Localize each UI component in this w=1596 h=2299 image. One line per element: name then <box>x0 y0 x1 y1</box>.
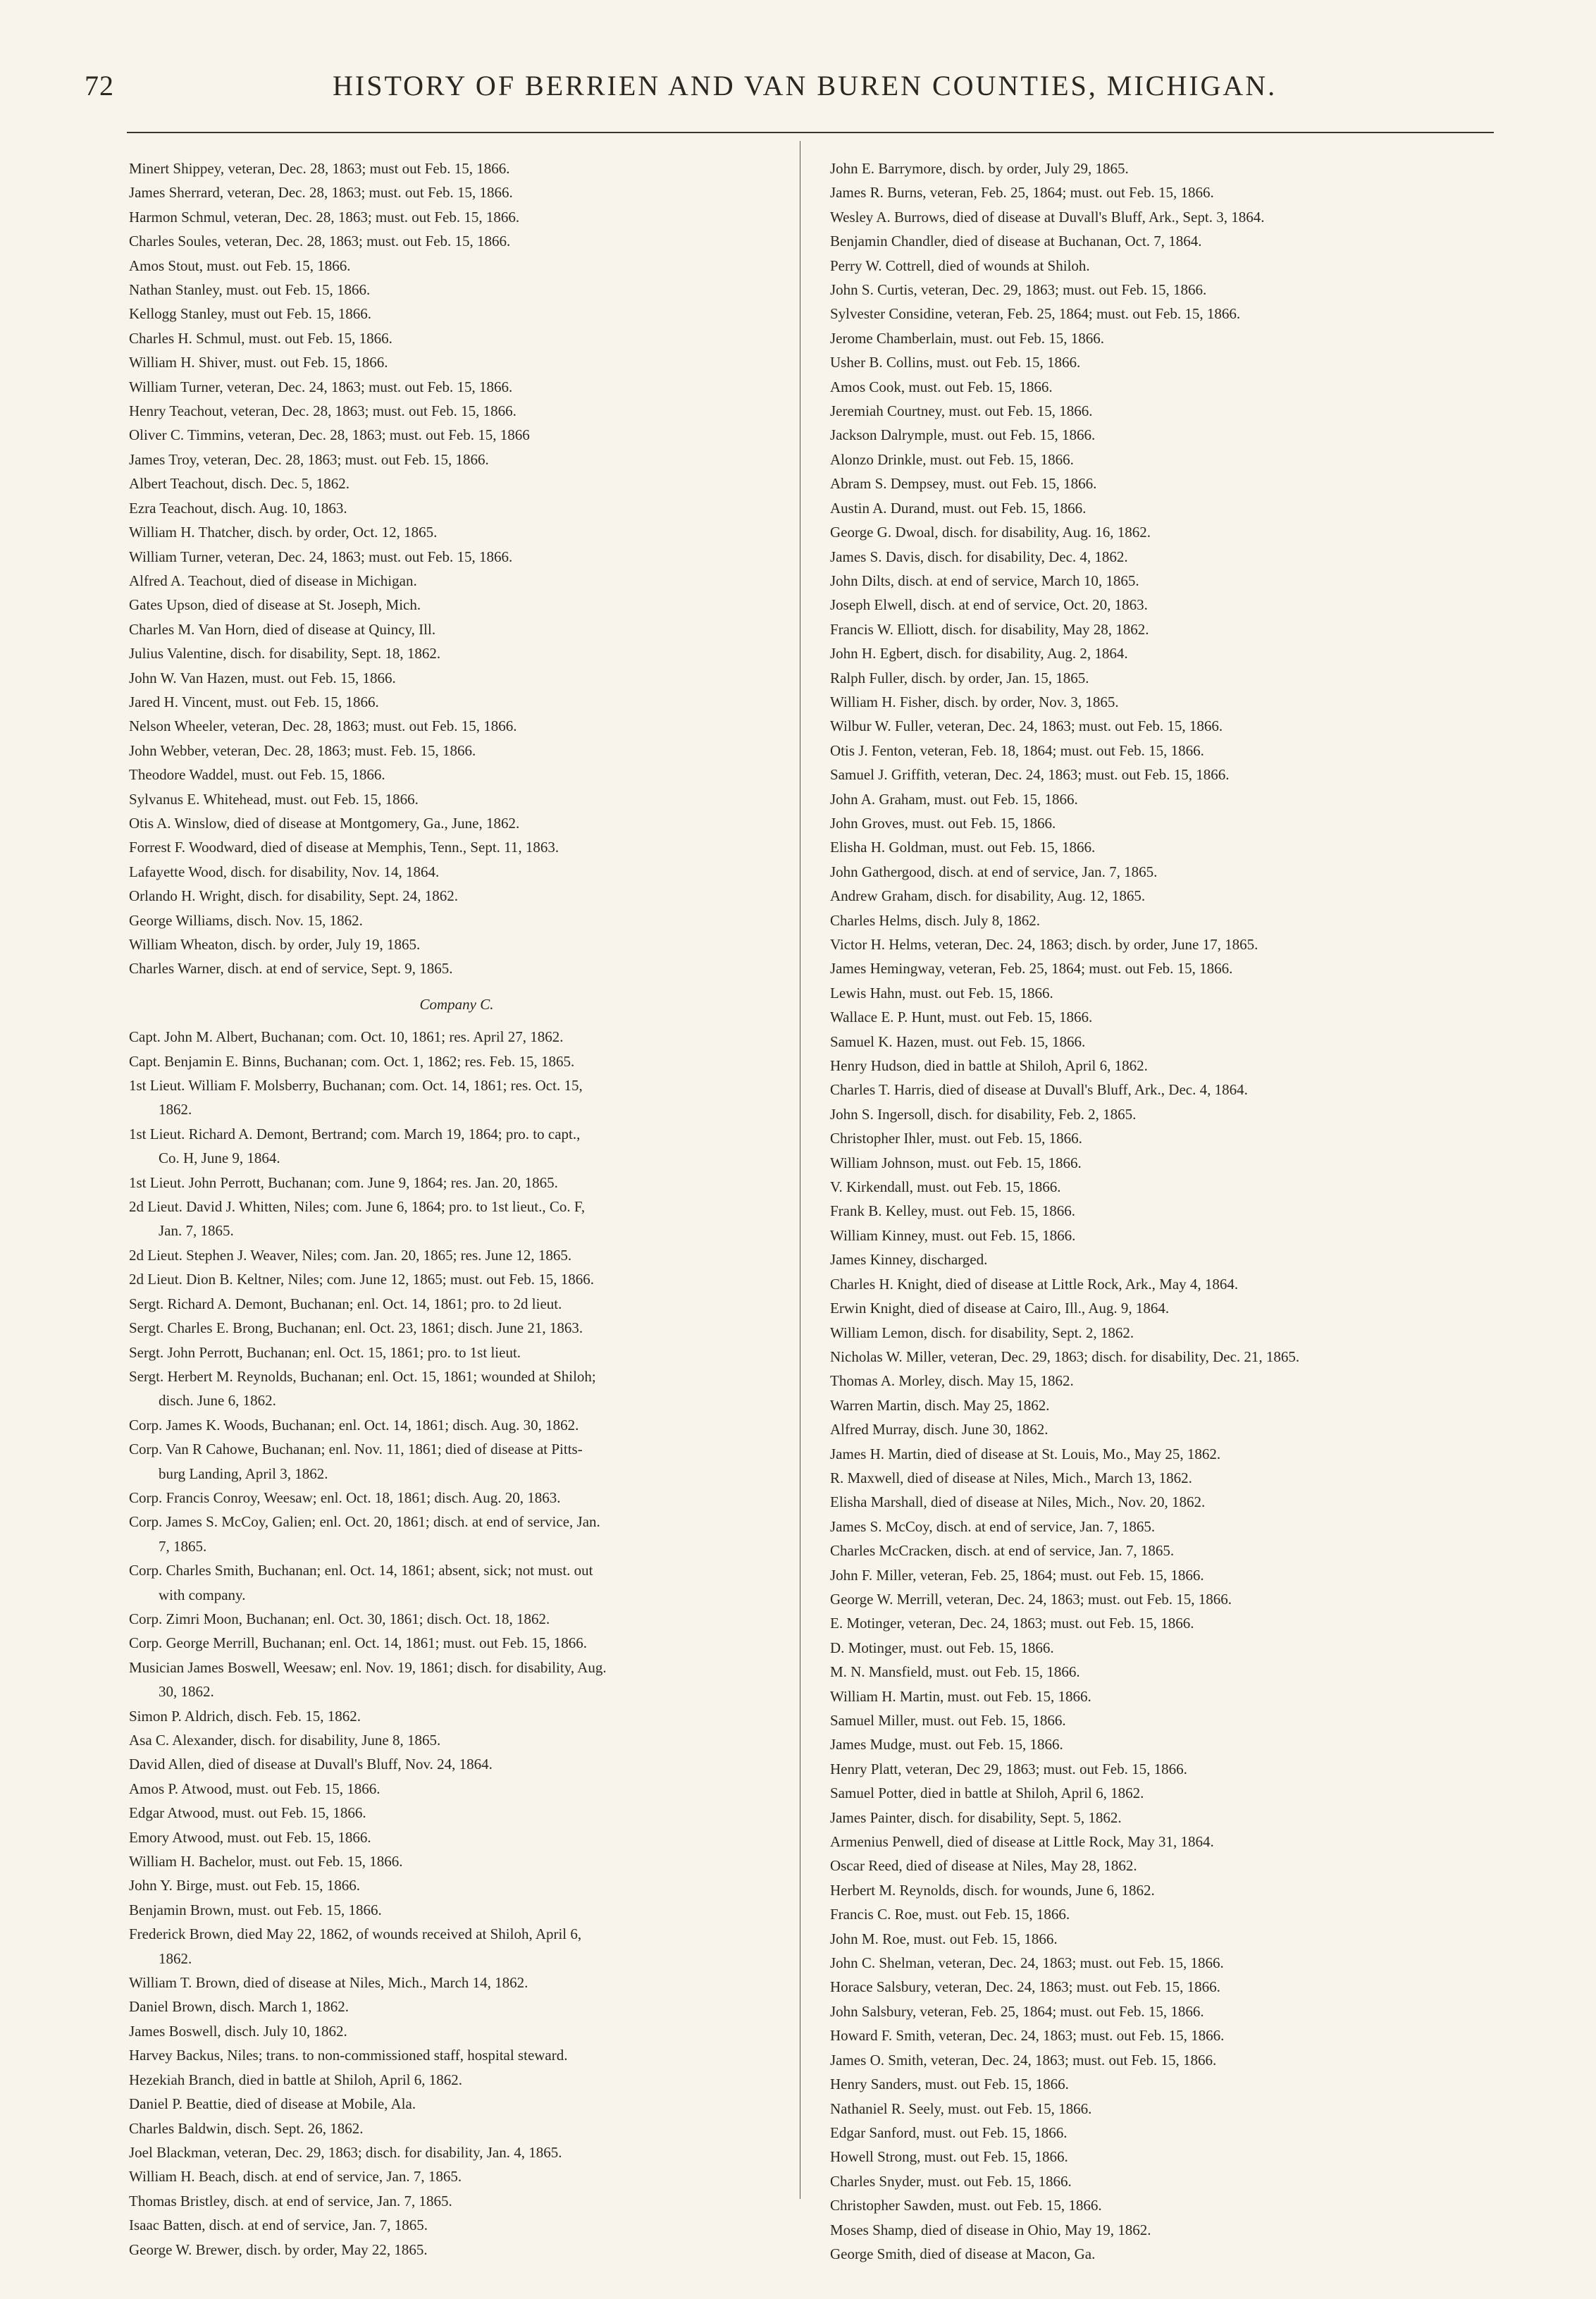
roster-entry: Howard F. Smith, veteran, Dec. 24, 1863; must. out Feb. 15, 1866. <box>830 2027 1225 2045</box>
roster-entry: John H. Egbert, disch. for disability, Aug. 2, 1864. <box>830 645 1128 662</box>
roster-entry: Charles H. Schmul, must. out Feb. 15, 1866. <box>129 329 392 347</box>
roster-entry: Corp. George Merrill, Buchanan; enl. Oct. 14, 1861; must. out Feb. 15, 1866. <box>129 1634 587 1652</box>
roster-entry: Corp. Van R Cahowe, Buchanan; enl. Nov. 11, 1861; died of disease at Pitts- <box>129 1441 583 1458</box>
roster-entry: Thomas A. Morley, disch. May 15, 1862. <box>830 1372 1074 1390</box>
roster-entry: John E. Barrymore, disch. by order, July 29, 1865. <box>830 160 1129 177</box>
roster-entry: Abram S. Dempsey, must. out Feb. 15, 1866. <box>830 475 1097 493</box>
roster-entry: Sergt. John Perrott, Buchanan; enl. Oct. 15, 1861; pro. to 1st lieut. <box>129 1343 521 1361</box>
roster-entry: Sergt. Richard A. Demont, Buchanan; enl. Oct. 14, 1861; pro. to 2d lieut. <box>129 1295 562 1312</box>
roster-entry: Alfred Murray, disch. June 30, 1862. <box>830 1421 1048 1438</box>
header-rule <box>127 132 1494 133</box>
roster-entry: Hezekiah Branch, died in battle at Shiloh, April 6, 1862. <box>129 2071 462 2088</box>
roster-entry: Corp. James S. McCoy, Galien; enl. Oct. 20, 1861; disch. at end of service, Jan. <box>129 1513 600 1531</box>
roster-entry: Samuel Miller, must. out Feb. 15, 1866. <box>830 1712 1066 1729</box>
roster-entry: Jared H. Vincent, must. out Feb. 15, 1866. <box>129 693 379 710</box>
roster-entry: Nelson Wheeler, veteran, Dec. 28, 1863; must. out Feb. 15, 1866. <box>129 717 517 735</box>
roster-entry: Charles M. Van Horn, died of disease at Quincy, Ill. <box>129 620 436 638</box>
roster-entry: Wesley A. Burrows, died of disease at Duvall's Bluff, Ark., Sept. 3, 1864. <box>830 208 1265 226</box>
roster-entry: Frederick Brown, died May 22, 1862, of wounds received at Shiloh, April 6, <box>129 1925 582 1943</box>
roster-entry: John F. Miller, veteran, Feb. 25, 1864; must. out Feb. 15, 1866. <box>830 1566 1204 1584</box>
roster-entry: Sergt. Herbert M. Reynolds, Buchanan; enl. Oct. 15, 1861; wounded at Shiloh; <box>129 1367 596 1385</box>
roster-entry: Wilbur W. Fuller, veteran, Dec. 24, 1863; must. out Feb. 15, 1866. <box>830 717 1223 735</box>
roster-entry: disch. June 6, 1862. <box>159 1392 276 1410</box>
page-number: 72 <box>85 70 114 101</box>
roster-entry: burg Landing, April 3, 1862. <box>159 1465 328 1482</box>
roster-entry: Charles Helms, disch. July 8, 1862. <box>830 911 1041 929</box>
roster-entry: George Smith, died of disease at Macon, Ga. <box>830 2245 1096 2262</box>
roster-entry: Benjamin Brown, must. out Feb. 15, 1866. <box>129 1901 382 1918</box>
roster-entry: Oscar Reed, died of disease at Niles, May 28, 1862. <box>830 1857 1137 1875</box>
roster-entry: George W. Brewer, disch. by order, May 22, 1865. <box>129 2241 428 2258</box>
roster-entry: Christopher Ihler, must. out Feb. 15, 1866. <box>830 1130 1082 1147</box>
roster-entry: Samuel Potter, died in battle at Shiloh, April 6, 1862. <box>830 1785 1144 1802</box>
roster-entry: Francis W. Elliott, disch. for disability, May 28, 1862. <box>830 620 1149 638</box>
roster-entry: M. N. Mansfield, must. out Feb. 15, 1866. <box>830 1663 1080 1681</box>
roster-entry: Samuel J. Griffith, veteran, Dec. 24, 1863; must. out Feb. 15, 1866. <box>830 766 1230 784</box>
roster-entry: Charles Baldwin, disch. Sept. 26, 1862. <box>129 2119 364 2137</box>
roster-entry: Capt. Benjamin E. Binns, Buchanan; com. Oct. 1, 1862; res. Feb. 15, 1865. <box>129 1052 575 1070</box>
roster-entry: 1st Lieut. William F. Molsberry, Buchanan; com. Oct. 14, 1861; res. Oct. 15, <box>129 1077 583 1095</box>
roster-entry: Alonzo Drinkle, must. out Feb. 15, 1866. <box>830 450 1074 468</box>
roster-entry: Jeremiah Courtney, must. out Feb. 15, 1866. <box>830 402 1093 420</box>
roster-entry: Samuel K. Hazen, must. out Feb. 15, 1866. <box>830 1033 1086 1050</box>
roster-entry: 30, 1862. <box>159 1683 214 1701</box>
roster-entry: William T. Brown, died of disease at Niles, Mich., March 14, 1862. <box>129 1974 528 1992</box>
roster-entry: Henry Hudson, died in battle at Shiloh, April 6, 1862. <box>830 1057 1148 1075</box>
roster-entry: James Mudge, must. out Feb. 15, 1866. <box>830 1736 1063 1753</box>
roster-entry: John Salsbury, veteran, Feb. 25, 1864; must. out Feb. 15, 1866. <box>830 2002 1204 2020</box>
roster-entry: William Wheaton, disch. by order, July 19, 1865. <box>129 936 421 953</box>
roster-entry: Gates Upson, died of disease at St. Joseph, Mich. <box>129 596 421 614</box>
roster-entry: Minert Shippey, veteran, Dec. 28, 1863; must out Feb. 15, 1866. <box>129 160 510 177</box>
roster-entry: William H. Bachelor, must. out Feb. 15, 1866. <box>129 1853 403 1870</box>
roster-entry: Joel Blackman, veteran, Dec. 29, 1863; disch. for disability, Jan. 4, 1865. <box>129 2143 562 2161</box>
roster-entry: Elisha H. Goldman, must. out Feb. 15, 1866. <box>830 839 1096 856</box>
roster-entry: Thomas Bristley, disch. at end of service, Jan. 7, 1865. <box>129 2192 452 2209</box>
roster-entry: 1st Lieut. John Perrott, Buchanan; com. June 9, 1864; res. Jan. 20, 1865. <box>129 1173 558 1191</box>
roster-entry: William H. Shiver, must. out Feb. 15, 1866. <box>129 354 388 371</box>
roster-entry: Francis C. Roe, must. out Feb. 15, 1866. <box>830 1906 1070 1923</box>
roster-entry: Ezra Teachout, disch. Aug. 10, 1863. <box>129 499 347 517</box>
roster-entry: John S. Curtis, veteran, Dec. 29, 1863; must. out Feb. 15, 1866. <box>830 281 1207 299</box>
roster-entry: John M. Roe, must. out Feb. 15, 1866. <box>830 1930 1058 1947</box>
roster-entry: Otis J. Fenton, veteran, Feb. 18, 1864; must. out Feb. 15, 1866. <box>830 741 1204 759</box>
roster-entry: William H. Fisher, disch. by order, Nov. 3, 1865. <box>830 693 1119 710</box>
roster-entry: James O. Smith, veteran, Dec. 24, 1863; must. out Feb. 15, 1866. <box>830 2051 1217 2069</box>
roster-entry: Sylvanus E. Whitehead, must. out Feb. 15, 1866. <box>129 790 419 808</box>
roster-entry: Forrest F. Woodward, died of disease at Memphis, Tenn., Sept. 11, 1863. <box>129 839 559 856</box>
roster-entry: Warren Martin, disch. May 25, 1862. <box>830 1396 1050 1414</box>
roster-entry: Herbert M. Reynolds, disch. for wounds, June 6, 1862. <box>830 1881 1155 1899</box>
roster-entry: Harvey Backus, Niles; trans. to non-commissioned staff, hospital steward. <box>129 2047 568 2064</box>
roster-entry: James Troy, veteran, Dec. 28, 1863; must. out Feb. 15, 1866. <box>129 450 489 468</box>
roster-entry: Henry Teachout, veteran, Dec. 28, 1863; must. out Feb. 15, 1866. <box>129 402 516 420</box>
roster-entry: Jackson Dalrymple, must. out Feb. 15, 1866. <box>830 426 1096 444</box>
right-column <box>830 156 1535 2266</box>
roster-entry: Nathan Stanley, must. out Feb. 15, 1866. <box>129 281 371 299</box>
roster-entry: 1st Lieut. Richard A. Demont, Bertrand; com. March 19, 1864; pro. to capt., <box>129 1125 581 1142</box>
roster-entry: George W. Merrill, veteran, Dec. 24, 1863; must. out Feb. 15, 1866. <box>830 1590 1232 1608</box>
roster-entry: James Kinney, discharged. <box>830 1251 988 1269</box>
roster-entry: Amos P. Atwood, must. out Feb. 15, 1866. <box>129 1780 381 1797</box>
roster-entry: Emory Atwood, must. out Feb. 15, 1866. <box>129 1828 371 1846</box>
roster-entry: E. Motinger, veteran, Dec. 24, 1863; must. out Feb. 15, 1866. <box>830 1615 1194 1632</box>
roster-entry: Jerome Chamberlain, must. out Feb. 15, 1866. <box>830 329 1105 347</box>
roster-entry: James S. McCoy, disch. at end of service, Jan. 7, 1865. <box>830 1517 1156 1535</box>
left-column <box>129 156 784 2262</box>
running-title: HISTORY OF BERRIEN AND VAN BUREN COUNTIES, MICHIGAN. <box>333 70 1278 101</box>
roster-entry: 2d Lieut. Stephen J. Weaver, Niles; com. Jan. 20, 1865; res. June 12, 1865. <box>129 1246 572 1264</box>
roster-entry: Albert Teachout, disch. Dec. 5, 1862. <box>129 475 350 493</box>
roster-entry: William Turner, veteran, Dec. 24, 1863; must. out Feb. 15, 1866. <box>129 548 513 565</box>
roster-entry: Asa C. Alexander, disch. for disability, June 8, 1865. <box>129 1732 441 1749</box>
roster-entry: Musician James Boswell, Weesaw; enl. Nov. 19, 1861; disch. for disability, Aug. <box>129 1658 607 1676</box>
roster-entry: Joseph Elwell, disch. at end of service, Oct. 20, 1863. <box>830 596 1148 614</box>
roster-entry: Capt. John M. Albert, Buchanan; com. Oct. 10, 1861; res. April 27, 1862. <box>129 1028 564 1046</box>
roster-entry: John Webber, veteran, Dec. 28, 1863; must. Feb. 15, 1866. <box>129 741 476 759</box>
roster-entry: Kellogg Stanley, must out Feb. 15, 1866. <box>129 305 371 323</box>
roster-entry: James Hemingway, veteran, Feb. 25, 1864; must. out Feb. 15, 1866. <box>830 960 1233 978</box>
roster-entry: Harmon Schmul, veteran, Dec. 28, 1863; must. out Feb. 15, 1866. <box>129 208 520 226</box>
roster-entry: William H. Thatcher, disch. by order, Oct. 12, 1865. <box>129 524 438 541</box>
roster-entry: Sylvester Considine, veteran, Feb. 25, 1864; must. out Feb. 15, 1866. <box>830 305 1241 323</box>
roster-entry: Julius Valentine, disch. for disability, Sept. 18, 1862. <box>129 645 441 662</box>
roster-entry: 7, 1865. <box>159 1537 207 1555</box>
roster-entry: V. Kirkendall, must. out Feb. 15, 1866. <box>830 1178 1061 1196</box>
roster-entry: William Turner, veteran, Dec. 24, 1863; must. out Feb. 15, 1866. <box>129 378 513 395</box>
roster-entry: 2d Lieut. Dion B. Keltner, Niles; com. June 12, 1865; must. out Feb. 15, 1866. <box>129 1271 595 1288</box>
roster-entry: James Sherrard, veteran, Dec. 28, 1863; must. out Feb. 15, 1866. <box>129 184 513 202</box>
roster-entry: Victor H. Helms, veteran, Dec. 24, 1863; disch. by order, June 17, 1865. <box>830 936 1258 953</box>
roster-entry: Benjamin Chandler, died of disease at Buchanan, Oct. 7, 1864. <box>830 233 1202 250</box>
roster-entry: Corp. Zimri Moon, Buchanan; enl. Oct. 30, 1861; disch. Oct. 18, 1862. <box>129 1610 550 1627</box>
roster-entry: Wallace E. P. Hunt, must. out Feb. 15, 1866. <box>830 1009 1093 1026</box>
roster-entry: Usher B. Collins, must. out Feb. 15, 1866. <box>830 354 1081 371</box>
roster-entry: D. Motinger, must. out Feb. 15, 1866. <box>830 1639 1054 1656</box>
roster-entry: Oliver C. Timmins, veteran, Dec. 28, 1863; must. out Feb. 15, 1866 <box>129 426 530 444</box>
roster-entry: John S. Ingersoll, disch. for disability, Feb. 2, 1865. <box>830 1105 1137 1123</box>
roster-entry: Charles H. Knight, died of disease at Little Rock, Ark., May 4, 1864. <box>830 1275 1239 1293</box>
roster-entry: with company. <box>159 1586 246 1603</box>
roster-entry: William Johnson, must. out Feb. 15, 1866. <box>830 1154 1082 1171</box>
roster-entry: Christopher Sawden, must. out Feb. 15, 1866. <box>830 2197 1102 2214</box>
roster-entry: William Kinney, must. out Feb. 15, 1866. <box>830 1226 1076 1244</box>
roster-entry: Isaac Batten, disch. at end of service, Jan. 7, 1865. <box>129 2217 428 2234</box>
roster-entry: Orlando H. Wright, disch. for disability, Sept. 24, 1862. <box>129 887 458 905</box>
roster-entry: Lafayette Wood, disch. for disability, Nov. 14, 1864. <box>129 863 440 880</box>
roster-entry: Corp. James K. Woods, Buchanan; enl. Oct. 14, 1861; disch. Aug. 30, 1862. <box>129 1416 579 1434</box>
roster-entry: John Dilts, disch. at end of service, March 10, 1865. <box>830 572 1139 589</box>
roster-entry: Amos Cook, must. out Feb. 15, 1866. <box>830 378 1053 395</box>
roster-entry: Otis A. Winslow, died of disease at Montgomery, Ga., June, 1862. <box>129 814 520 832</box>
roster-entry: Henry Platt, veteran, Dec 29, 1863; must. out Feb. 15, 1866. <box>830 1760 1187 1777</box>
roster-entry: Erwin Knight, died of disease at Cairo, Ill., Aug. 9, 1864. <box>830 1300 1170 1317</box>
roster-entry: Sergt. Charles E. Brong, Buchanan; enl. Oct. 23, 1861; disch. June 21, 1863. <box>129 1319 583 1337</box>
roster-entry: Edgar Sanford, must. out Feb. 15, 1866. <box>830 2124 1068 2141</box>
roster-entry: James S. Davis, disch. for disability, Dec. 4, 1862. <box>830 548 1128 565</box>
roster-entry: James R. Burns, veteran, Feb. 25, 1864; must. out Feb. 15, 1866. <box>830 184 1214 202</box>
roster-entry: William H. Beach, disch. at end of service, Jan. 7, 1865. <box>129 2168 462 2186</box>
roster-entry: Charles Warner, disch. at end of service, Sept. 9, 1865. <box>129 960 453 978</box>
roster-entry: Edgar Atwood, must. out Feb. 15, 1866. <box>129 1804 366 1822</box>
roster-entry: 1862. <box>159 1101 192 1118</box>
roster-entry: John Gathergood, disch. at end of service, Jan. 7, 1865. <box>830 863 1158 880</box>
roster-entry: William Lemon, disch. for disability, Sept. 2, 1862. <box>830 1324 1134 1341</box>
roster-entry: Theodore Waddel, must. out Feb. 15, 1866. <box>129 766 385 784</box>
roster-entry: Perry W. Cottrell, died of wounds at Shiloh. <box>830 257 1090 274</box>
roster-entry: James Painter, disch. for disability, Sept. 5, 1862. <box>830 1808 1122 1826</box>
roster-entry: Amos Stout, must. out Feb. 15, 1866. <box>129 257 351 274</box>
roster-entry: Moses Shamp, died of disease in Ohio, May 19, 1862. <box>830 2221 1151 2238</box>
roster-entry: Elisha Marshall, died of disease at Niles, Mich., Nov. 20, 1862. <box>830 1493 1206 1511</box>
roster-entry: John W. Van Hazen, must. out Feb. 15, 1866. <box>129 669 396 686</box>
roster-entry: Charles Soules, veteran, Dec. 28, 1863; must. out Feb. 15, 1866. <box>129 233 511 250</box>
roster-entry: Daniel Brown, disch. March 1, 1862. <box>129 1998 349 2016</box>
roster-entry: James Boswell, disch. July 10, 1862. <box>129 2022 347 2040</box>
roster-entry: Charles McCracken, disch. at end of service, Jan. 7, 1865. <box>830 1542 1175 1560</box>
roster-entry: Andrew Graham, disch. for disability, Aug. 12, 1865. <box>830 887 1146 905</box>
roster-entry: Frank B. Kelley, must. out Feb. 15, 1866. <box>830 1202 1076 1220</box>
company-heading: Company C. <box>419 995 494 1013</box>
roster-entry: James H. Martin, died of disease at St. Louis, Mo., May 25, 1862. <box>830 1445 1221 1462</box>
roster-entry: William H. Martin, must. out Feb. 15, 1866. <box>830 1687 1091 1705</box>
page-header <box>85 69 1529 118</box>
roster-entry: 1862. <box>159 1949 192 1967</box>
roster-entry: Corp. Charles Smith, Buchanan; enl. Oct. 14, 1861; absent, sick; not must. out <box>129 1562 593 1579</box>
roster-entry: Co. H, June 9, 1864. <box>159 1150 280 1167</box>
roster-entry: Jan. 7, 1865. <box>159 1222 234 1240</box>
roster-entry: Alfred A. Teachout, died of disease in Michigan. <box>129 572 417 589</box>
roster-entry: John Y. Birge, must. out Feb. 15, 1866. <box>129 1877 361 1894</box>
roster-entry: George G. Dwoal, disch. for disability, Aug. 16, 1862. <box>830 524 1151 541</box>
roster-entry: George Williams, disch. Nov. 15, 1862. <box>129 911 363 929</box>
roster-entry: Armenius Penwell, died of disease at Little Rock, May 31, 1864. <box>830 1833 1214 1851</box>
roster-entry: Horace Salsbury, veteran, Dec. 24, 1863; must. out Feb. 15, 1866. <box>830 1978 1220 1996</box>
roster-entry: Corp. Francis Conroy, Weesaw; enl. Oct. 18, 1861; disch. Aug. 20, 1863. <box>129 1489 561 1506</box>
roster-entry: David Allen, died of disease at Duvall's Bluff, Nov. 24, 1864. <box>129 1756 493 1773</box>
roster-entry: Lewis Hahn, must. out Feb. 15, 1866. <box>830 984 1053 1001</box>
roster-entry: Daniel P. Beattie, died of disease at Mobile, Ala. <box>129 2095 416 2113</box>
roster-entry: Ralph Fuller, disch. by order, Jan. 15, 1865. <box>830 669 1089 686</box>
roster-entry: Charles Snyder, must. out Feb. 15, 1866. <box>830 2172 1072 2190</box>
roster-entry: Nathaniel R. Seely, must. out Feb. 15, 1866. <box>830 2100 1092 2117</box>
roster-entry: John A. Graham, must. out Feb. 15, 1866. <box>830 790 1078 808</box>
roster-entry: John Groves, must. out Feb. 15, 1866. <box>830 814 1056 832</box>
roster-entry: Charles T. Harris, died of disease at Duvall's Bluff, Ark., Dec. 4, 1864. <box>830 1081 1248 1099</box>
roster-entry: 2d Lieut. David J. Whitten, Niles; com. June 6, 1864; pro. to 1st lieut., Co. F, <box>129 1198 586 1216</box>
roster-entry: Nicholas W. Miller, veteran, Dec. 29, 1863; disch. for disability, Dec. 21, 1865. <box>830 1348 1300 1365</box>
roster-entry: Henry Sanders, must. out Feb. 15, 1866. <box>830 2076 1069 2093</box>
roster-entry: John C. Shelman, veteran, Dec. 24, 1863; must. out Feb. 15, 1866. <box>830 1954 1224 1972</box>
roster-entry: Simon P. Aldrich, disch. Feb. 15, 1862. <box>129 1707 361 1725</box>
roster-entry: Howell Strong, must. out Feb. 15, 1866. <box>830 2148 1068 2166</box>
roster-entry: R. Maxwell, died of disease at Niles, Mich., March 13, 1862. <box>830 1469 1192 1486</box>
roster-entry: Austin A. Durand, must. out Feb. 15, 1866. <box>830 499 1087 517</box>
